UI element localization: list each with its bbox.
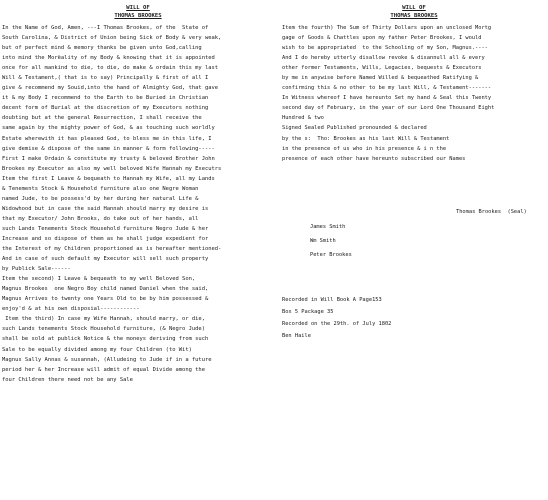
- text-line: that my Executor/ John Brooks, do take out of her hands, all: [2, 215, 199, 222]
- text-line: other former Testaments, Wills, Legacies, bequests & Executors: [282, 65, 482, 72]
- text-line: period her & her Increase will admit of equal Divide among the: [2, 366, 205, 373]
- text-line: it & my Body I recommend to the Earth to be Buried in Christian: [2, 95, 209, 102]
- testator-signature: Thomas Brookes (Seal): [456, 209, 527, 215]
- text-line: Magnus Arrives to twenty one Years Old to be by him possessed &: [2, 296, 209, 303]
- text-line: Item the first I Leave & bequeath to Hannah my Wife, all my Lands: [2, 175, 215, 182]
- will-text-left: [2, 23, 274, 385]
- text-line: In Witness whereof I have hereunto Set my hand & Seal this Twenty: [282, 95, 492, 102]
- text-line: South Carolina, & District of Union being Sick of Body & very weak,: [2, 35, 222, 42]
- text-line: once for all mankind to die, to die, do make & ordain this my last: [2, 65, 219, 72]
- text-line: doubting but at the general Resurrection, I shall receive the: [2, 115, 202, 122]
- text-line: & Tenements Stock & Household furniture also one Negre Woman: [2, 185, 199, 192]
- text-line: Magnus Sally Annas & susannah, (Alludeing to Jude if in a future: [2, 356, 212, 363]
- text-line: such Lands tenements Stock Household furniture, (& Negro Jude): [2, 326, 205, 333]
- text-line: same again by the mighty power of God, & as touching such worldly: [2, 125, 215, 132]
- witness-signature: James Smith: [310, 224, 346, 230]
- text-line: into mind the Morëality of my Body & knowing that it is appointed: [2, 55, 215, 62]
- text-line: Item the second) I Leave & bequeath to my well Beloved Son,: [2, 276, 196, 283]
- text-line: shall be sold at publick Notice & the moneys deriving from such: [2, 336, 209, 343]
- text-line: wish to be appropriated to the Schooling of my Son, Magnus.----: [282, 45, 488, 52]
- recording-note: Box 5 Package 35: [282, 309, 334, 315]
- text-line: by Publick Sale------: [2, 266, 71, 273]
- recording-note: Ben Haile: [282, 333, 311, 339]
- text-line: Estate wherewith it has pleased God, to bless me in this life, I: [2, 135, 212, 142]
- text-line: give & recommend my Souid,into the hand of Almighty God, that gave: [2, 85, 219, 92]
- text-line: the Interest of my Children proportioned as is hereafter mentioned-: [2, 246, 222, 253]
- text-line: Will & Testament,( that is to say) Principally & first of all I: [2, 75, 209, 82]
- testator-heading: THOMAS BROOKES: [114, 13, 162, 19]
- text-line: In the Name of God, Amen, ---I Thomas Brookes, of the State of: [2, 25, 209, 31]
- will-text-right: [282, 23, 546, 164]
- text-line: And in case of such default my Executor will sell such property: [2, 256, 209, 263]
- text-line: And I do hereby utterly disallow revoke & disannull all & every: [282, 55, 485, 62]
- text-line: Increase and so dispose of them as he shall judge expedient for: [2, 235, 209, 242]
- recording-note: Recorded in Will Book A Page153: [282, 297, 382, 303]
- right-column: [282, 0, 546, 339]
- text-line: but of perfect mind & memory thanks be given unto God,calling: [2, 45, 202, 52]
- text-line: confirming this & no other to be my last Will, & Testament-------: [282, 85, 492, 92]
- text-line: presence of each other have hereunto subscribed our Names: [282, 155, 466, 162]
- text-line: Sale to be equally divided among my four Children (to Wit): [2, 346, 192, 353]
- text-line: second day of February, in the year of our Lord One Thousand Eight: [282, 105, 495, 112]
- text-line: decent form of Burial at the discretion of my Executors nothing: [2, 105, 209, 112]
- text-line: by me in anywise before Named Willed & bequeathed Ratifying &: [282, 75, 479, 82]
- text-line: enjoy'd & at his own disposial------------: [2, 306, 140, 313]
- will-heading: WILL OF: [126, 5, 150, 11]
- text-line: Brookes my Executor as also my well beloved Wife Hannah my Executrs: [2, 165, 222, 172]
- testator-heading: THOMAS BROOKES: [390, 13, 438, 19]
- text-line: four Children there need not be any Sale: [2, 376, 133, 383]
- text-line: named Jude, to be possess'd by her during her natural Life &: [2, 195, 199, 202]
- text-line: in the presence of us who in his presence & i n the: [282, 145, 447, 152]
- left-column: [2, 0, 274, 385]
- text-line: Item the third) In case my Wife Hannah, should marry, or die,: [2, 316, 205, 323]
- will-heading: WILL OF: [402, 5, 426, 11]
- text-line: give demise & dispose of the same in manner & form following-----: [2, 145, 215, 152]
- recording-note: Recorded on the 29th. of July 1802: [282, 321, 392, 327]
- witness-signature: Wm Smith: [310, 238, 336, 244]
- text-line: First I make Ordain & constitute my trusty & beloved Brother John: [2, 155, 215, 162]
- text-line: gage of Goods & Chattles upon my father Peter Brookes, I would: [282, 35, 482, 42]
- text-line: Hundred & two: [282, 115, 324, 122]
- text-line: by the s: Tho: Brookes as his last Will & Testament: [282, 135, 450, 142]
- text-line: Signed Sealed Published pronounded & declared: [282, 125, 427, 132]
- text-line: such Lands Tenements Stock Household furniture Negro Jude & her: [2, 225, 209, 232]
- text-line: Item the fourth) The Sum of Thirty Dollars upon an unclosed Mortg: [282, 25, 492, 31]
- text-line: Widowhood but in case the said Hannah should marry my desire is: [2, 205, 209, 212]
- witness-signature: Peter Brookes: [310, 252, 352, 258]
- text-line: Magnus Brookes one Negro Boy child named Daniel when the said,: [2, 286, 209, 293]
